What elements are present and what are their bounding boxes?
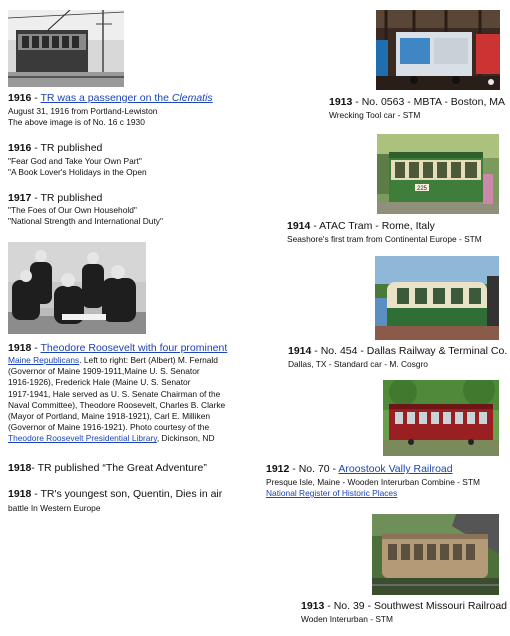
entry-1916-clematis-title: 1916 - TR was a passenger on the Clematis [8, 92, 213, 104]
entry-r1-subtitle: Wrecking Tool car - STM [329, 110, 421, 120]
tram-number-label: 225 [416, 186, 428, 192]
caption-line: (Mayor of Portland, Maine 1918-1921), Carl E. Milliken [8, 411, 211, 421]
aroostook-valley-railroad-link[interactable]: Aroostook Vally Railroad [338, 463, 453, 475]
caption-line: (Governor of Maine 1916-1921). Photo courtesy of the [8, 422, 210, 433]
book-title-book-lover: "A Book Lover's Holidays in the Open [8, 167, 147, 177]
entry-1918-quentin-detail: battle In Western Europe [8, 503, 101, 513]
entry-r1-title: 1913 - No. 0563 - MBTA - Boston, MA [329, 96, 506, 108]
entry-r4-title: 1912 - No. 70 - Aroostook Vally Railroad [266, 463, 453, 475]
entry-r3-title: 1914 - No. 454 - Dallas Railway & Terminal Co. [288, 345, 508, 357]
maine-republicans-link[interactable]: Maine Republicans [8, 355, 80, 365]
entry-1918-roosevelt-title: 1918 - Theodore Roosevelt with four prominent [8, 342, 228, 354]
national-register-link[interactable]: National Register of Historic Places [266, 488, 398, 498]
entry-r4-link-line [266, 488, 397, 499]
entry-1916-clematis-detail: August 31, 1916 from Portland-Lewiston [8, 106, 158, 116]
book-title-national-strength: "National Strength and International Duty" [8, 216, 163, 226]
entry-1918-roosevelt-caption-start: Maine Republicans. Left to right: Bert (Albert) M. Fernald [8, 355, 218, 365]
entry-1916-published-title: 1916 - TR published [8, 142, 103, 154]
tr-presidential-library-link[interactable]: Theodore Roosevelt Presidential Library [8, 433, 157, 444]
mbta-wrecking-car-photo [376, 10, 500, 90]
entry-1918-quentin-title: 1918 - TR's youngest son, Quentin, Dies in air [8, 488, 223, 500]
caption-library-line: Theodore Roosevelt Presidential Library, Dickinson, ND [8, 433, 215, 444]
entry-1916-clematis-note: The above image is of No. 16 c 1930 [8, 117, 145, 127]
entry-r3-subtitle: Dallas, TX - Standard car - M. Cosgro [288, 359, 428, 369]
caption-line: Naval Committee), Theodore Roosevelt, Charles B. Clarke [8, 399, 226, 410]
book-title-fear-god: "Fear God and Take Your Own Part" [8, 156, 142, 166]
book-title-foes: "The Foes of Our Own Household" [8, 205, 137, 215]
entry-r5-title: 1913 - No. 39 - Southwest Missouri Railroad [301, 600, 508, 612]
roosevelt-maine-republicans-photo [8, 242, 146, 334]
caption-line: 1917-1941, Hale served as U. S. Senate Chairman of the [8, 388, 221, 399]
trolley-clematis-photo [8, 10, 124, 87]
entry-year: 1916 [8, 92, 32, 104]
caption-line: (Governor of Maine 1909-1911,Maine U. S. Senator [8, 366, 200, 377]
aroostook-valley-car-photo [383, 380, 499, 456]
dallas-railway-car-photo [375, 256, 499, 340]
entry-1917-published-title: 1917 - TR published [8, 192, 103, 204]
entry-r2-subtitle: Seashore's first tram from Continental Europe - STM [287, 234, 482, 244]
clematis-link[interactable]: TR was a passenger on the Clematis [40, 92, 213, 104]
atac-tram-photo [377, 134, 499, 214]
entry-r5-subtitle: Woden Interurban - STM [301, 614, 394, 624]
entry-r2-title: 1914 - ATAC Tram - Rome, Italy [287, 220, 435, 232]
entry-1918-great-adventure: 1918- TR published “The Great Adventure” [8, 462, 207, 474]
caption-line: 1916-1926), Frederick Hale (Maine U. S. Senator [8, 377, 191, 388]
southwest-missouri-car-photo [372, 514, 499, 595]
roosevelt-photo-link[interactable]: Theodore Roosevelt with four prominent [40, 342, 228, 354]
entry-r4-subtitle: Presque Isle, Maine - Wooden Interurban Combine - STM [266, 477, 480, 487]
